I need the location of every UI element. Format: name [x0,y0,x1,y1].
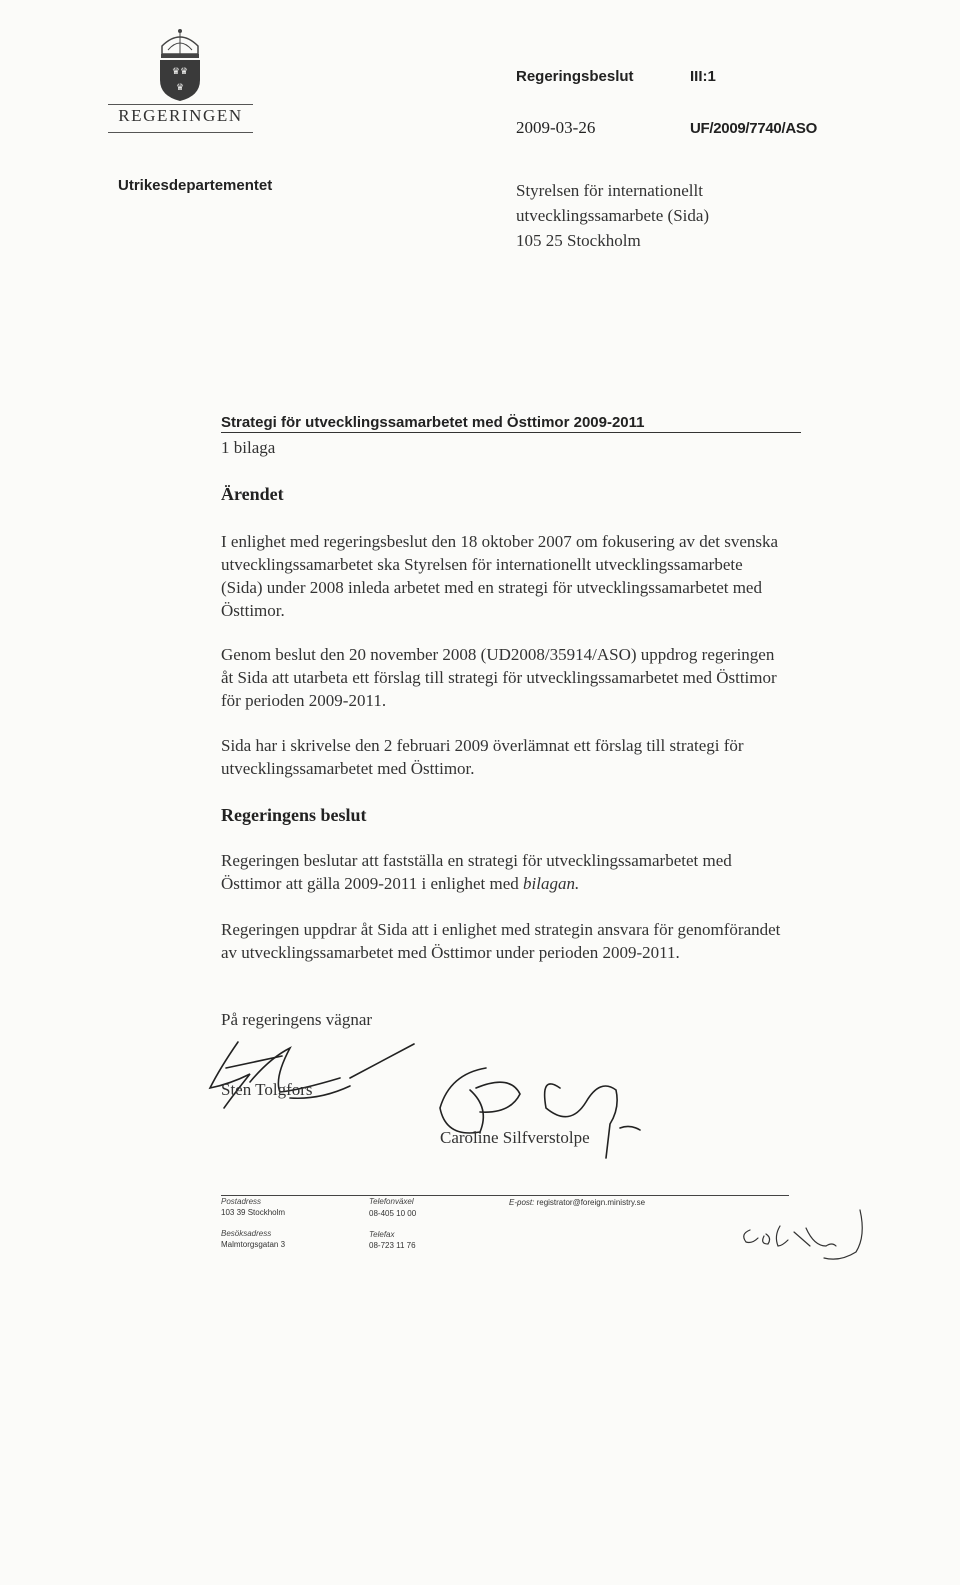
phone-number: 08-405 10 00 [369,1209,417,1218]
email-label: E-post: [509,1198,535,1207]
attachment-note: 1 bilaga [221,438,276,457]
attachment-reference: bilagan. [523,874,580,893]
recipient-line: Styrelsen för internationellt [516,181,703,200]
signature-stroke [620,1126,640,1130]
svg-text:♛♛: ♛♛ [171,67,189,77]
phone-label: Telefonväxel [369,1197,414,1206]
logo-wordmark: REGERINGEN [118,106,243,125]
recipient-line: 105 25 Stockholm [516,231,641,250]
recipient-line: utvecklingssamarbete (Sida) [516,206,710,225]
crown-shield-icon [154,28,206,102]
visiting-address-label: Besöksadress [221,1229,272,1238]
visiting-address: Malmtorgsgatan 3 [221,1240,286,1249]
body-paragraph: Sida har i skrivelse den 2 februari 2009 överlämnat ett förslag till strategi för utvecklingssamarbetet med Östtimor. [221,736,744,778]
document-date: 2009-03-26 [516,118,596,137]
footer-divider [221,1195,789,1196]
initials-stroke [824,1210,862,1259]
body-paragraph: I enlighet med regeringsbeslut den 18 oktober 2007 om fokusering av det svenska utvecklingssamarbetet ska Styrelsen för internationellt utvecklingssamarbete (Sida) under 2008 inleda arbetet med en strategi för utvecklingssamarbetet med Östtimor. [221,532,779,620]
initials-stroke [776,1226,788,1246]
section-heading-arendet: Ärendet [221,484,284,504]
postal-address: 103 39 Stockholm [221,1208,286,1217]
initials-stroke [763,1234,770,1244]
signature-stroke [440,1068,486,1133]
section-heading-beslut: Regeringens beslut [221,805,367,825]
signer-name: Sten Tolgfors [221,1080,313,1099]
email-address: registrator@foreign.ministry.se [536,1198,646,1207]
document-type: Regeringsbeslut [516,68,634,85]
closing-line: På regeringens vägnar [221,1010,373,1029]
initials-stroke [806,1228,836,1246]
body-paragraph [221,849,781,895]
handwritten-initials [736,1206,876,1266]
paragraph-text: Regeringen beslutar att fastställa en strategi för utvecklingssamarbetet med Östtimor att gälla 2009-2011 i enlighet med [221,851,732,893]
initials-stroke [744,1230,758,1243]
recipient-address [516,178,709,253]
reference-number: UF/2009/7740/ASO [690,120,817,137]
department-name: Utrikesdepartementet [118,177,273,194]
document-number: III:1 [690,68,716,85]
email-line [509,1198,645,1207]
initials-stroke [794,1232,810,1246]
government-logo [108,28,253,136]
signature-stroke [350,1044,414,1078]
signer-name: Caroline Silfverstolpe [440,1128,590,1147]
svg-text:♛: ♛ [175,83,185,93]
postal-address-label: Postadress [221,1197,262,1206]
body-paragraph: Genom beslut den 20 november 2008 (UD2008/35914/ASO) uppdrog regeringen åt Sida att utarbeta ett förslag till strategi för utvecklingssamarbetet med Östtimor för perioden 2009-2011. [221,645,777,710]
subject-line: Strategi för utvecklingssamarbetet med Östtimor 2009-2011 [221,414,801,433]
body-paragraph: Regeringen uppdrar åt Sida att i enlighet med strategin ansvara för genomförandet av utvecklingssamarbetet med Östtimor under perioden 2009-2011. [221,920,781,962]
fax-label: Telefax [369,1230,395,1239]
fax-number: 08-723 11 76 [369,1241,416,1250]
